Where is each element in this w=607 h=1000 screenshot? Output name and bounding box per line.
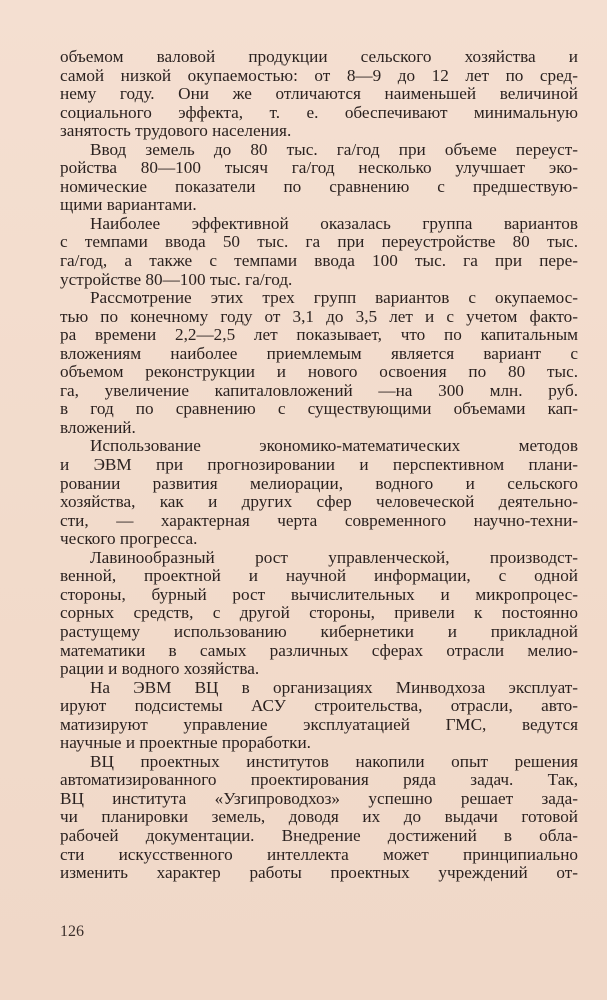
text-line: ируют подсистемы АСУ строительства, отрасли, авто-: [60, 696, 578, 716]
text-line: объемом валовой продукции сельского хозяйства и: [60, 47, 578, 66]
text-line: Использование экономико-математических методов: [90, 436, 578, 456]
text-line: ра времени 2,2—2,5 лет показывает, что по капитальным: [60, 325, 578, 345]
text-line: рабочей документации. Внедрение достижений в обла-: [60, 825, 578, 845]
text-line: растущему использованию кибернетики и прикладной: [60, 621, 578, 641]
text-line: матизируют управление эксплуатацией ГМС, ведутся: [60, 714, 578, 734]
text-line: На ЭВМ ВЦ в организациях Минводхоза эксплуат-: [90, 677, 578, 697]
text-line: венной, проектной и научной информации, с одной: [60, 566, 578, 586]
text-line: сти, — характерная черта современного научно-техни-: [60, 510, 578, 530]
text-line: социального эффекта, т. е. обеспечивают минимальную: [60, 102, 578, 122]
paragraph: [60, 549, 578, 679]
text-line: Рассмотрение этих трех групп вариантов с окупаемос-: [90, 288, 578, 308]
text-line: нему году. Они же отличаются наименьшей величиной: [60, 84, 578, 104]
text-line: вложений.: [60, 417, 136, 437]
text-line: Лавинообразный рост управленческой, производст-: [90, 547, 578, 567]
body-text: [60, 48, 578, 883]
text-line: объемом реконструкции и нового освоения по 80 тыс.: [60, 362, 578, 382]
text-line: сти искусственного интеллекта может принципиально: [60, 844, 578, 864]
text-line: ровании развития мелиорации, водного и сельского: [60, 473, 578, 493]
text-line: самой низкой окупаемостью: от 8—9 до 12 лет по сред-: [60, 65, 578, 85]
text-line: га/год, а также с темпами ввода 100 тыс. га при пере-: [60, 251, 578, 271]
text-line: ческого прогресса.: [60, 529, 198, 549]
text-line: с темпами ввода 50 тыс. га при переустройстве 80 тыс.: [60, 232, 578, 252]
text-line: научные и проектные проработки.: [60, 733, 311, 753]
text-line: стороны, бурный рост вычислительных и микропроцес-: [60, 584, 578, 604]
text-line: и ЭВМ при прогнозировании и перспективном плани-: [60, 455, 578, 475]
text-line: автоматизированного проектирования ряда задач. Так,: [60, 770, 578, 790]
page-number: 126: [60, 923, 84, 940]
paragraph: [60, 753, 578, 883]
text-line: ройства 80—100 тысяч га/год несколько улучшает эко-: [60, 158, 578, 178]
text-line: га, увеличение капиталовложений —на 300 млн. руб.: [60, 380, 578, 400]
text-line: изменить характер работы проектных учреждений от-: [60, 863, 578, 883]
paragraph: [60, 679, 578, 753]
text-line: занятость трудового населения.: [60, 121, 292, 141]
text-line: тью по конечному году от 3,1 до 3,5 лет и с учетом факто-: [60, 306, 578, 326]
paragraph: [60, 437, 578, 548]
text-line: Наиболее эффективной оказалась группа вариантов: [90, 213, 578, 233]
text-line: в год по сравнению с существующими объемами кап-: [60, 399, 578, 419]
text-line: Ввод земель до 80 тыс. га/год при объеме переуст-: [90, 139, 578, 159]
text-line: хозяйства, как и других сфер человеческой деятельно-: [60, 492, 578, 512]
text-line: номические показатели по сравнению с предшествую-: [60, 176, 578, 196]
text-line: ВЦ института «Узгипроводхоз» успешно решает зада-: [60, 788, 578, 808]
text-line: чи планировки земель, доводя их до выдачи готовой: [60, 807, 578, 827]
text-line: устройстве 80—100 тыс. га/год.: [60, 269, 293, 289]
paragraph: [60, 215, 578, 289]
text-line: ВЦ проектных институтов накопили опыт решения: [90, 751, 578, 771]
paragraph: [60, 141, 578, 215]
paragraph: [60, 48, 578, 141]
text-line: математики в самых различных сферах отрасли мелио-: [60, 640, 578, 660]
text-line: щими вариантами.: [60, 195, 197, 215]
text-line: сорных средств, с другой стороны, привели к постоянно: [60, 603, 578, 623]
text-line: вложениям наиболее приемлемым является вариант с: [60, 343, 578, 363]
text-line: рации и водного хозяйства.: [60, 659, 260, 679]
paragraph: [60, 289, 578, 437]
